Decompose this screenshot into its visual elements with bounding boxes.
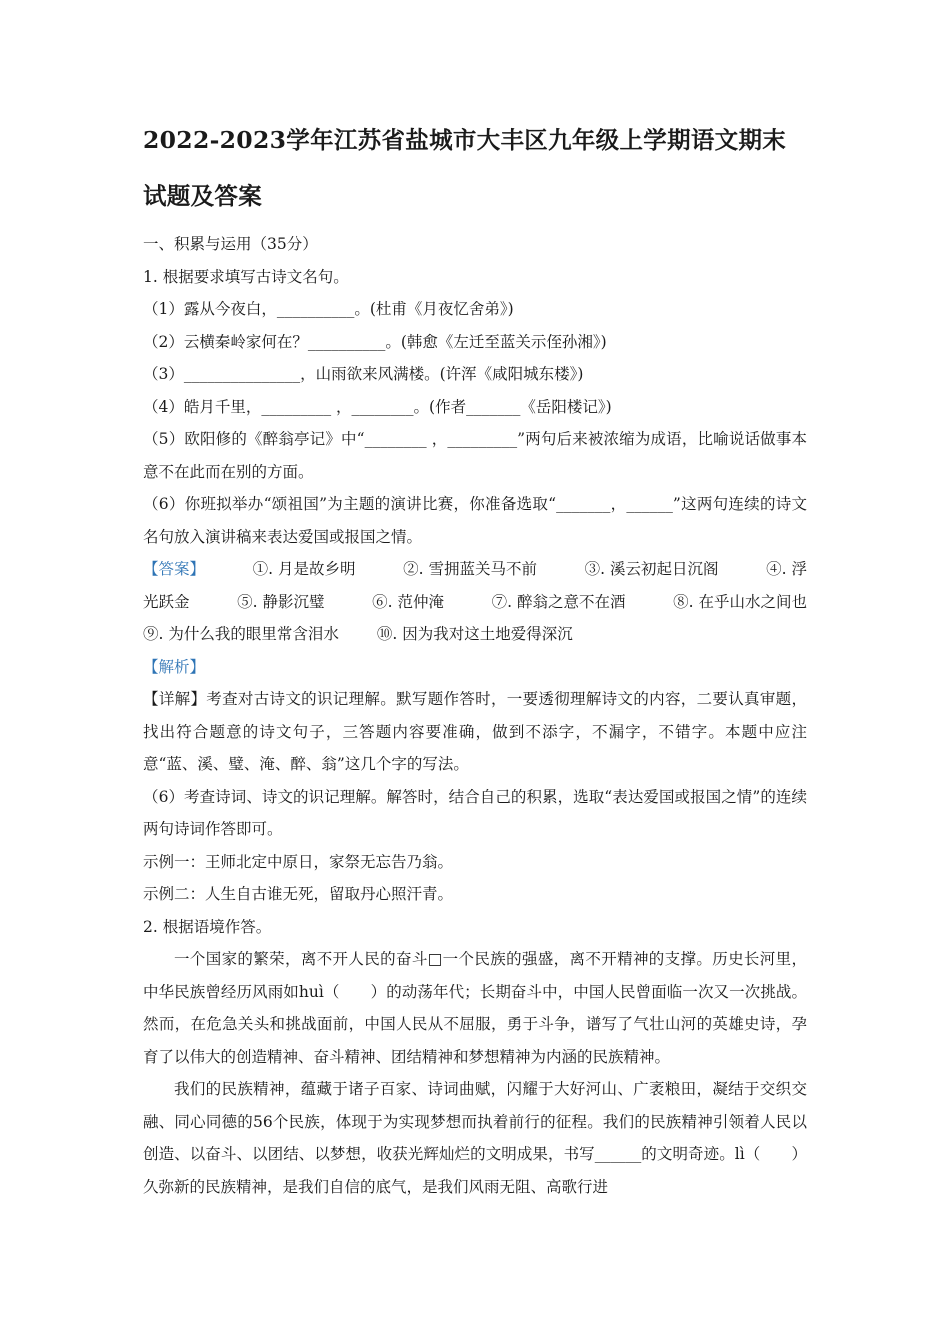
question-2-prompt: 2. 根据语境作答。 bbox=[143, 917, 272, 936]
section-heading: 一、积累与运用（35分） bbox=[143, 235, 318, 253]
answer-item: ⑨. 为什么我的眼里常含泪水 bbox=[143, 625, 339, 643]
answer-item: 光跃金 bbox=[143, 592, 190, 611]
answer-row-1 bbox=[143, 553, 807, 586]
answer-row-3 bbox=[143, 618, 807, 651]
question-1-item-1: （1）露从今夜白，__________。(杜甫《月夜忆舍弟》) bbox=[143, 300, 514, 318]
answer-row-2 bbox=[143, 586, 807, 619]
answer-item: ③. 溪云初起日沉阁 bbox=[584, 560, 719, 578]
question-2-paragraph-2: 我们的民族精神，蕴藏于诸子百家、诗词曲赋，闪耀于大好河山、广袤粮田，凝结于交织交融、同心同德的56个民族，体现于为实现梦想而执着前行的征程。我们的民族精神引领着人民以创造、以奋斗、以团结、以梦想，收获光辉灿烂的文明成果，书写______的文明奇迹。lì（ ）久弥新的民族精神，是我们自信的底气，是我们风雨无阻、高歌行进 bbox=[143, 1080, 807, 1196]
question-1-item-3: （3）_______________，山雨欲来风满楼。(许浑《咸阳城东楼》) bbox=[143, 365, 584, 383]
document-title bbox=[143, 112, 807, 224]
answer-item: ⑤. 静影沉璧 bbox=[237, 592, 325, 611]
question-1-item-4: （4）皓月千里，_________ ，________。(作者_______《岳阳楼记》) bbox=[143, 397, 612, 416]
question-1-item-2: （2）云横秦岭家何在？__________。(韩愈《左迁至蓝关示侄孙湘》) bbox=[143, 332, 607, 351]
question-2-paragraph-1: 一个国家的繁荣，离不开人民的奋斗□一个民族的强盛，离不开精神的支撑。历史长河里，中华民族曾经历风雨如huì（ ）的动荡年代；长期奋斗中，中国人民曾面临一次又一次挑战。然而，在危急关头和挑战面前，中国人民从不屈服，勇于斗争，谱写了气壮山河的英雄史诗，孕育了以伟大的创造精神、奋斗精神、团结精神和梦想精神为内涵的民族精神。 bbox=[143, 950, 807, 1066]
analysis-detail: 【详解】考查对古诗文的识记理解。默写题作答时，一要透彻理解诗文的内容，二要认真审题，找出符合题意的诗文句子，三答题内容要准确，做到不添字，不漏字，不错字。本题中应注意“蓝、溪、璧、淹、醉、翁”这几个字的写法。 bbox=[143, 690, 807, 773]
answer-item: ⑦. 醉翁之意不在酒 bbox=[491, 592, 626, 611]
analysis-detail-6: （6）考查诗词、诗文的识记理解。解答时，结合自己的积累，选取“表达爱国或报国之情”的连续两句诗词作答即可。 bbox=[143, 787, 807, 838]
answer-tag: 【答案】 bbox=[143, 560, 206, 578]
answer-item: ④. 浮 bbox=[766, 560, 807, 578]
answer-item: ⑩. 因为我对这土地爱得深沉 bbox=[376, 625, 573, 643]
answer-item: ⑧. 在乎山水之间也 bbox=[673, 592, 807, 611]
example-2: 示例二：人生自古谁无死，留取丹心照汗青。 bbox=[143, 885, 454, 903]
question-1-item-6: （6）你班拟举办“颂祖国”为主题的演讲比赛，你准备选取“_______，______”这两句连续的诗文名句放入演讲稿来表达爱国或报国之情。 bbox=[143, 495, 807, 546]
analysis-tag: 【解析】 bbox=[143, 657, 206, 676]
title-line-1: 2022-2023学年江苏省盐城市大丰区九年级上学期语文期末 bbox=[143, 126, 787, 154]
answer-item: ②. 雪拥蓝关马不前 bbox=[403, 560, 537, 578]
title-line-2: 试题及答案 bbox=[143, 182, 262, 210]
example-1: 示例一：王师北定中原日，家祭无忘告乃翁。 bbox=[143, 852, 454, 871]
question-1-prompt: 1. 根据要求填写古诗文名句。 bbox=[143, 267, 349, 286]
answer-item: ①. 月是故乡明 bbox=[252, 560, 356, 578]
question-1-item-5: （5）欧阳修的《醉翁亭记》中“________ ，_________”两句后来被浓缩为成语，比喻说话做事本意不在此而在别的方面。 bbox=[143, 430, 807, 481]
answer-item: ⑥. 范仲淹 bbox=[372, 592, 444, 611]
